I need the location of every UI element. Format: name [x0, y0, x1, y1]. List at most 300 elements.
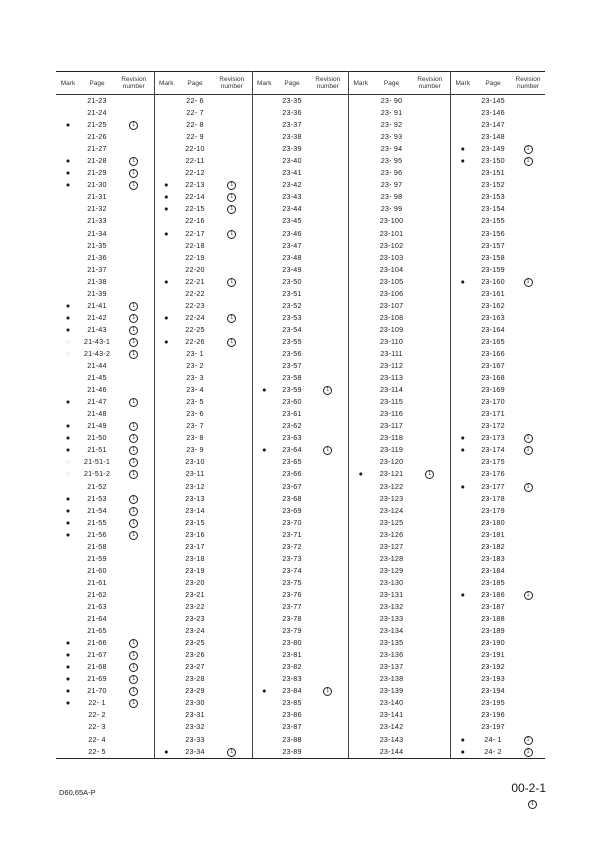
page-cell: 21-28 [87, 156, 107, 166]
mark-cell [252, 649, 276, 661]
page-cell: 23-113 [379, 373, 404, 383]
mark-cell [252, 577, 276, 589]
mark-cell [348, 468, 373, 480]
revision-cell [114, 637, 154, 649]
page-cell: 23-103 [379, 252, 404, 262]
revision-cell [511, 372, 545, 384]
revision-cell [308, 288, 348, 300]
revision-number: 1 [129, 470, 138, 479]
revision-number: 1 [323, 687, 332, 696]
revision-cell [114, 589, 154, 601]
revision-cell [511, 348, 545, 360]
mark-cell [56, 95, 80, 108]
revision-cell [212, 481, 252, 493]
page-cell: 23-32 [185, 722, 205, 732]
revision-cell [511, 264, 545, 276]
page-cell: 23-52 [282, 300, 302, 310]
mark-cell [450, 191, 475, 203]
revision-cell [308, 589, 348, 601]
mark-cell [154, 517, 178, 529]
revision-cell [410, 155, 450, 167]
table-row [56, 697, 545, 709]
page-cell: 23-147 [481, 120, 505, 130]
page-cell: 23-45 [282, 216, 302, 226]
page-cell: 23-194 [481, 686, 505, 696]
page-cell: 23-66 [282, 469, 302, 479]
mark-cell [252, 673, 276, 685]
revision-cell [114, 348, 154, 360]
revision-cell [212, 444, 252, 456]
page-cell: 21-56 [87, 529, 107, 539]
mark-cell [450, 432, 475, 444]
mark-cell [56, 577, 80, 589]
revision-cell [114, 432, 154, 444]
revision-cell [114, 721, 154, 733]
revision-cell [410, 746, 450, 759]
revision-cell [410, 565, 450, 577]
mark-cell [154, 408, 178, 420]
page-cell: 23-127 [379, 541, 404, 551]
page-cell: 23-67 [282, 481, 302, 491]
revision-cell [114, 444, 154, 456]
mark-cell [450, 228, 475, 240]
page-cell: 21-35 [87, 240, 107, 250]
mark-cell [348, 155, 373, 167]
table-row [56, 493, 545, 505]
mark-cell [450, 601, 475, 613]
revision-cell [308, 697, 348, 709]
revision-cell [308, 746, 348, 759]
table-row [56, 517, 545, 529]
page-cell: 21-55 [87, 517, 107, 527]
table-row [56, 456, 545, 468]
mark-cell [450, 505, 475, 517]
table-row [56, 264, 545, 276]
revision-cell [308, 456, 348, 468]
page-cell: 23- 1 [186, 349, 204, 358]
page-cell: 23- 95 [380, 156, 403, 166]
mark-cell [56, 252, 80, 264]
table-row [56, 179, 545, 191]
mark-cell [450, 408, 475, 420]
revision-cell [114, 493, 154, 505]
table-row [56, 276, 545, 288]
mark-cell [252, 312, 276, 324]
revised-dot: ● [65, 300, 71, 310]
revision-cell [308, 481, 348, 493]
table-row [56, 360, 545, 372]
page-cell: 23-146 [481, 108, 505, 118]
mark-cell [154, 685, 178, 697]
revised-dot: ● [65, 324, 71, 334]
revised-dot: ● [65, 312, 71, 322]
mark-cell [348, 300, 373, 312]
page-cell: 21-46 [87, 385, 107, 395]
revision-number: 1 [323, 446, 332, 455]
table-row [56, 746, 545, 759]
page-cell: 23-112 [379, 361, 404, 371]
page-cell: 22-24 [185, 312, 205, 322]
mark-cell [154, 264, 178, 276]
mark-cell [154, 541, 178, 553]
page-cell: 23-174 [481, 445, 505, 455]
mark-cell [450, 625, 475, 637]
revision-cell [114, 577, 154, 589]
revision-cell [212, 505, 252, 517]
page-cell: 23-131 [379, 589, 404, 599]
mark-cell [450, 131, 475, 143]
page-cell: 21-29 [87, 168, 107, 178]
revision-cell [410, 517, 450, 529]
revision-cell [114, 203, 154, 215]
revision-cell [114, 167, 154, 179]
added-dot: ○ [65, 457, 71, 467]
revision-cell [114, 685, 154, 697]
mark-cell [252, 529, 276, 541]
page-cell: 23-24 [185, 626, 205, 636]
revision-cell [308, 541, 348, 553]
mark-cell [450, 324, 475, 336]
mark-cell [56, 697, 80, 709]
page-cell: 23-167 [481, 361, 505, 371]
page-cell: 23- 90 [380, 96, 403, 106]
mark-cell [154, 625, 178, 637]
page-cell: 23-185 [481, 577, 505, 587]
revised-dot: ● [65, 421, 71, 431]
mark-cell [56, 589, 80, 601]
page-cell: 23-72 [282, 541, 302, 551]
revision-cell [308, 360, 348, 372]
page-cell: 23-43 [282, 192, 302, 202]
mark-cell [252, 264, 276, 276]
revision-cell [511, 179, 545, 191]
mark-cell [252, 637, 276, 649]
mark-cell [154, 709, 178, 721]
revision-cell [114, 625, 154, 637]
page-cell: 23-128 [379, 553, 404, 563]
revision-number: 1 [129, 531, 138, 540]
page-cell: 21-43-2 [83, 349, 111, 358]
mark-cell [56, 565, 80, 577]
revision-cell [511, 228, 545, 240]
revision-cell [410, 179, 450, 191]
page-header: Page [383, 79, 400, 87]
revised-dot: ● [460, 481, 465, 491]
page-cell: 24- 1 [484, 734, 502, 744]
page-cell: 23- 4 [186, 385, 204, 395]
mark-cell [56, 529, 80, 541]
page-cell: 23-87 [282, 722, 302, 732]
revision-cell [511, 360, 545, 372]
revision-cell [410, 625, 450, 637]
revision-cell [212, 167, 252, 179]
revision-cell [308, 336, 348, 348]
revision-cell [511, 420, 545, 432]
revision-cell [511, 143, 545, 155]
page-cell: 21-69 [87, 674, 107, 684]
added-dot: ○ [65, 469, 71, 479]
mark-cell [348, 733, 373, 745]
revised-dot: ● [460, 433, 465, 443]
page-cell: 23-162 [481, 300, 505, 310]
mark-cell [348, 444, 373, 456]
mark-cell [56, 432, 80, 444]
revised-dot: ● [65, 120, 71, 130]
revision-cell [511, 167, 545, 179]
revision-cell [511, 517, 545, 529]
revision-cell [511, 577, 545, 589]
mark-cell [450, 481, 475, 493]
page-cell: 23-48 [282, 252, 302, 262]
table-row [56, 420, 545, 432]
page-cell: 23-26 [185, 650, 205, 660]
page-cell: 23-54 [282, 324, 302, 334]
page-cell: 23- 9 [186, 445, 204, 455]
revision-cell [308, 420, 348, 432]
mark-cell [450, 420, 475, 432]
revision-cell [212, 661, 252, 673]
revision-cell [308, 661, 348, 673]
mark-cell [154, 505, 178, 517]
revision-cell [212, 240, 252, 252]
revision-number: 1 [524, 446, 533, 455]
mark-cell [348, 324, 373, 336]
revision-number: 1 [129, 675, 138, 684]
mark-cell [450, 529, 475, 541]
revision-cell [308, 324, 348, 336]
page-cell: 23-119 [379, 445, 404, 455]
page-cell: 23-178 [481, 493, 505, 503]
page-cell: 23-29 [185, 686, 205, 696]
revision-cell [410, 348, 450, 360]
page-cell: 21-33 [87, 216, 107, 226]
mark-cell [154, 203, 178, 215]
mark-cell [252, 408, 276, 420]
revision-number: 1 [129, 314, 138, 323]
revision-cell [212, 649, 252, 661]
page-cell: 21-38 [87, 276, 107, 286]
revision-number: 1 [129, 157, 138, 166]
revision-cell [511, 300, 545, 312]
page-cell: 22- 9 [186, 132, 204, 142]
revision-cell [212, 721, 252, 733]
revision-cell [410, 733, 450, 745]
mark-cell [154, 553, 178, 565]
page-cell: 21-27 [87, 144, 107, 154]
revision-cell [511, 553, 545, 565]
table-row [56, 541, 545, 553]
mark-cell [450, 348, 475, 360]
revision-number: 1 [129, 121, 138, 130]
page-cell: 23-177 [481, 481, 505, 491]
table-row [56, 601, 545, 613]
mark-cell [154, 95, 178, 108]
mark-cell [348, 456, 373, 468]
revision-cell [308, 709, 348, 721]
revision-cell [114, 312, 154, 324]
table-row [56, 733, 545, 745]
page-cell: 21-63 [87, 601, 107, 611]
table-row [56, 565, 545, 577]
revision-cell [212, 396, 252, 408]
mark-cell [348, 481, 373, 493]
page-cell: 23-195 [481, 698, 505, 708]
revision-number: 1 [129, 458, 138, 467]
revision-number: 1 [524, 145, 533, 154]
mark-cell [450, 493, 475, 505]
mark-cell [154, 613, 178, 625]
revision-cell [114, 456, 154, 468]
revision-number: 1 [524, 483, 533, 492]
page-cell: 23-76 [282, 589, 302, 599]
table-row [56, 143, 545, 155]
revision-cell [410, 493, 450, 505]
page-cell: 23-170 [481, 397, 505, 407]
mark-cell [348, 505, 373, 517]
mark-cell [56, 131, 80, 143]
mark-cell [154, 384, 178, 396]
revision-number: 1 [227, 181, 236, 190]
page-cell: 23-55 [282, 336, 302, 346]
mark-cell [450, 119, 475, 131]
revised-dot: ● [460, 276, 465, 286]
mark-cell [450, 276, 475, 288]
page-cell: 23-80 [282, 638, 302, 648]
mark-cell [252, 432, 276, 444]
page-cell: 23-34 [178, 746, 212, 759]
revision-cell [212, 360, 252, 372]
revision-cell [511, 685, 545, 697]
revision-cell [511, 541, 545, 553]
page-cell: 23-75 [282, 577, 302, 587]
page-cell: 23-193 [481, 674, 505, 684]
mark-cell [252, 396, 276, 408]
revision-cell [308, 300, 348, 312]
revision-cell [212, 252, 252, 264]
revision-cell [212, 107, 252, 119]
model-code: D60,65A-P [59, 788, 96, 797]
revision-cell [114, 613, 154, 625]
page-cell: 23-33 [185, 734, 205, 744]
page-cell: 23-69 [282, 505, 302, 515]
revised-dot: ● [164, 192, 169, 202]
page-cell: 23- 96 [380, 168, 403, 178]
mark-cell [252, 733, 276, 745]
revision-cell [410, 613, 450, 625]
mark-cell [450, 685, 475, 697]
page-cell: 22-10 [185, 144, 205, 154]
revision-cell [308, 348, 348, 360]
revised-dot: ● [262, 445, 267, 455]
page-cell: 23-17 [185, 541, 205, 551]
table-row [56, 372, 545, 384]
page-cell: 22- 7 [186, 108, 204, 118]
mark-cell [348, 372, 373, 384]
revision-cell [114, 649, 154, 661]
page-cell: 23-126 [379, 529, 404, 539]
page-cell: 22-15 [185, 204, 205, 214]
mark-cell [56, 456, 80, 468]
page-cell: 23-64 [282, 445, 302, 455]
revision-cell [212, 709, 252, 721]
page-cell: 23- 98 [380, 192, 403, 202]
mark-cell [154, 432, 178, 444]
revised-dot: ● [460, 144, 465, 154]
page-cell: 23-36 [282, 108, 302, 118]
mark-cell [348, 131, 373, 143]
page-cell: 23-153 [481, 192, 505, 202]
mark-cell [252, 685, 276, 697]
added-dot: ○ [65, 336, 71, 346]
page-cell: 22-25 [185, 324, 205, 334]
mark-cell [348, 288, 373, 300]
revision-cell [308, 131, 348, 143]
revision-cell [308, 372, 348, 384]
page-cell: 21-67 [87, 650, 107, 660]
revision-cell [114, 709, 154, 721]
mark-cell [348, 565, 373, 577]
revision-cell [410, 697, 450, 709]
revision-cell [114, 324, 154, 336]
mark-cell [56, 649, 80, 661]
page-cell: 23-187 [481, 601, 505, 611]
page-cell: 23-68 [282, 493, 302, 503]
revision-cell [308, 577, 348, 589]
page-cell: 23- 93 [380, 132, 403, 142]
revision-cell [511, 637, 545, 649]
mark-cell [252, 384, 276, 396]
revision-cell [114, 396, 154, 408]
mark-cell [56, 143, 80, 155]
mark-cell [56, 264, 80, 276]
page-cell: 23-21 [185, 589, 205, 599]
page-header: Page [284, 79, 300, 87]
revised-dot: ● [65, 180, 71, 190]
mark-cell [348, 577, 373, 589]
revision-cell [511, 396, 545, 408]
mark-cell [154, 288, 178, 300]
revised-dot: ● [460, 746, 465, 756]
mark-cell [154, 565, 178, 577]
mark-cell [348, 191, 373, 203]
revision-number: 1 [129, 181, 138, 190]
mark-cell [252, 215, 276, 227]
revision-cell [308, 191, 348, 203]
page-cell: 23-71 [282, 529, 302, 539]
revision-cell [410, 661, 450, 673]
mark-cell [450, 336, 475, 348]
mark-cell [154, 348, 178, 360]
page-cell: 23-109 [379, 324, 404, 334]
table-row [56, 312, 545, 324]
mark-cell [450, 252, 475, 264]
page-cell: 21-66 [87, 638, 107, 648]
page-cell: 21-70 [87, 686, 107, 696]
page-cell: 22- 3 [88, 722, 106, 732]
mark-cell [154, 721, 178, 733]
mark-cell [348, 384, 373, 396]
table-row [56, 167, 545, 179]
page-cell: 23-196 [481, 710, 505, 720]
mark-cell [252, 228, 276, 240]
page-cell: 21-24 [87, 108, 107, 118]
revision-header: Revision number [114, 72, 154, 95]
revision-cell [410, 324, 450, 336]
mark-cell [348, 517, 373, 529]
revision-number: 1 [524, 278, 533, 287]
page-cell: 23-70 [282, 517, 302, 527]
page-cell: 23-155 [481, 216, 505, 226]
